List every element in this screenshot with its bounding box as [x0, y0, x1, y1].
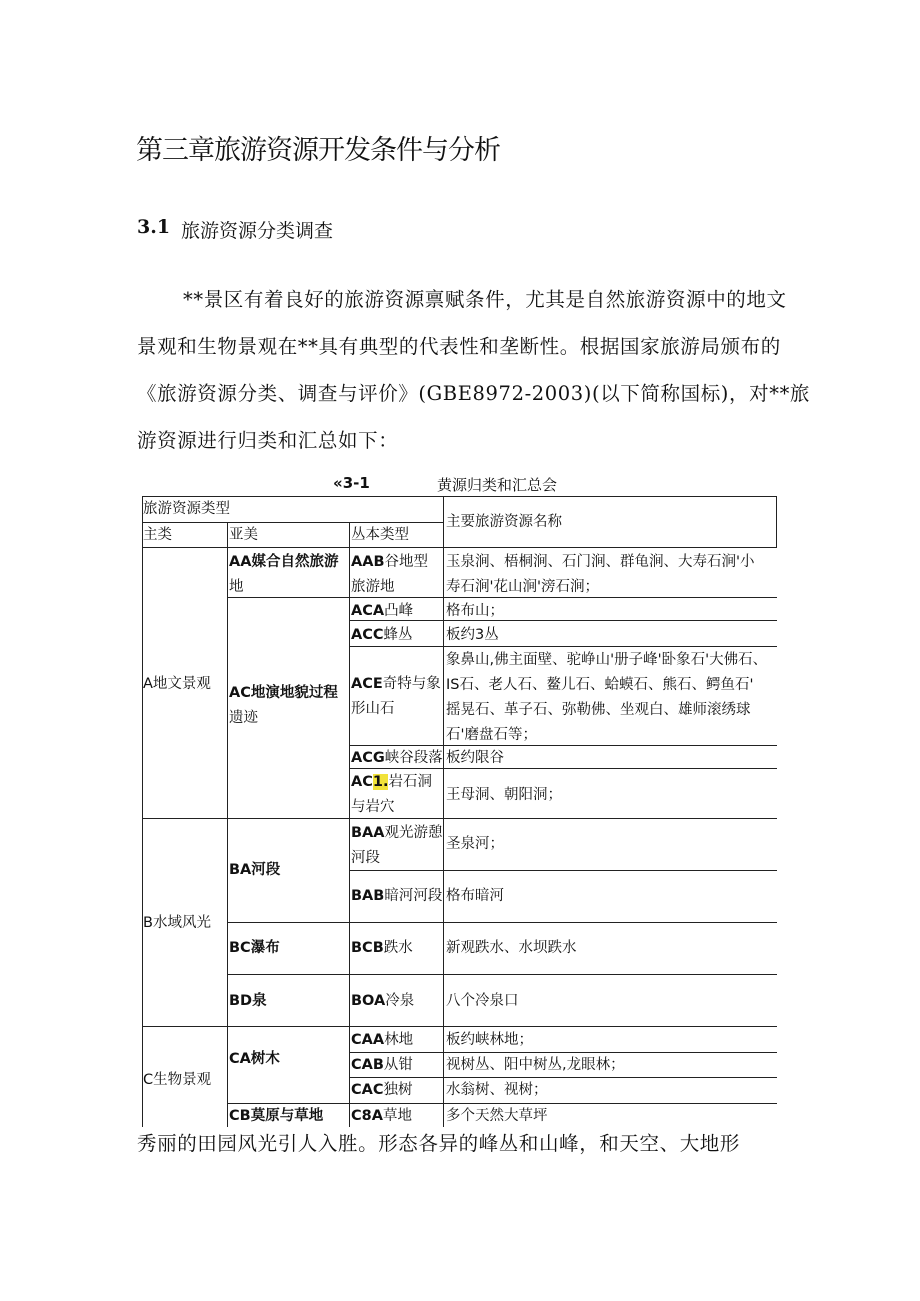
sub-type-cell: BC瀑布: [229, 940, 280, 956]
table-header-main-type: 主类: [143, 527, 172, 543]
resource-names-cell: 象鼻山,佛主面壁、驼峥山'册子峰'卧象石'大佛石、 IS石、老人石、鳌儿石、蛤蟆石、熊石、鳄鱼石' 摇晃石、革子石、弥勒佛、坐观白、雄师滚绣球 石'磨盘石等；: [446, 652, 768, 743]
main-type-cell: C生物景观: [143, 1072, 212, 1088]
table-row-divider: [142, 818, 777, 819]
resource-names-cell: 板约限谷: [446, 750, 504, 766]
resource-names-cell: 王母洞、朝阳洞；: [446, 787, 562, 803]
table-row-divider: [142, 1026, 777, 1027]
table-header-resource-names: 主要旅游资源名称: [446, 514, 562, 530]
resource-names-cell: 格布山；: [446, 603, 504, 619]
basic-type-cell: BAB暗河河段: [351, 888, 443, 904]
table-header-sub-type: 亚美: [229, 527, 258, 543]
table-column-divider: [227, 522, 228, 1127]
resource-names-cell: 玉泉涧、梧桐涧、石门涧、群龟涧、大寿石涧'小 寿石涧'花山涧'滂石涧；: [446, 554, 755, 595]
basic-type-cell: BCB跌水: [351, 940, 413, 956]
sub-type-cell: CB莫原与草地: [229, 1108, 324, 1124]
table-border-left: [142, 496, 143, 1127]
chapter-title: 第三章旅游资源开发条件与分析: [136, 135, 500, 166]
table-row-divider: [228, 974, 777, 975]
paragraph-line: 游资源进行归类和汇总如下：: [137, 429, 399, 452]
basic-type-cell: AAB谷地型 旅游地: [351, 554, 428, 595]
basic-type-cell: AC1.岩石洞 与岩穴: [351, 774, 432, 815]
table-header-basic-type: 丛本类型: [351, 527, 409, 543]
sub-type-cell: BA河段: [229, 862, 281, 878]
resource-names-cell: 板约峡林地；: [446, 1032, 533, 1048]
paragraph-line: 秀丽的田园风光引人入胜。形态各异的峰丛和山峰，和天空、大地形: [137, 1132, 741, 1155]
main-type-cell: A地文景观: [143, 676, 211, 692]
section-title: 旅游资源分类调查: [181, 220, 334, 242]
resource-names-cell: 视树丛、阳中树丛,龙眼林；: [446, 1057, 625, 1073]
table-caption-text: 黄源归类和汇总会: [437, 476, 558, 494]
basic-type-cell: BAA观光游憩 河段: [351, 825, 443, 866]
basic-type-cell: ACA凸峰: [351, 603, 414, 619]
table-border-top: [142, 496, 777, 497]
main-type-cell: B水域风光: [143, 915, 211, 931]
basic-type-cell: ACE奇特与象 形山石: [351, 676, 441, 717]
table-column-divider: [349, 522, 350, 1127]
paragraph-line: 景观和生物景观在**具有典型的代表性和垄断性。根据国家旅游局颁布的: [137, 335, 781, 358]
basic-type-cell: ACG峡谷段落: [351, 750, 443, 766]
basic-type-cell: ACC蜂丛: [351, 627, 413, 643]
resource-names-cell: 八个冷泉口: [446, 993, 519, 1009]
sub-type-cell: BD泉: [229, 993, 267, 1009]
paragraph-line: **景区有着良好的旅游资源禀赋条件，尤其是自然旅游资源中的地文: [183, 288, 787, 311]
sub-type-cell: AA媒合自然旅游 地: [229, 554, 339, 595]
sub-type-cell: AC地演地貌过程 遗迹: [229, 685, 338, 726]
resource-names-cell: 多个天然大草坪: [446, 1108, 548, 1124]
table-row-divider: [228, 922, 777, 923]
table-caption-number: «3-1: [333, 474, 370, 492]
resource-names-cell: 新观跌水、水坝跌水: [446, 940, 577, 956]
resource-names-cell: 圣泉河；: [446, 836, 504, 852]
resource-names-cell: 水翁树、视树；: [446, 1082, 548, 1098]
basic-type-cell: CAA林地: [351, 1032, 414, 1048]
basic-type-cell: CAC独树: [351, 1082, 413, 1098]
table-row-divider: [350, 646, 777, 647]
basic-type-cell: BOA冷泉: [351, 993, 415, 1009]
table-row-divider: [350, 620, 777, 621]
table-border-right: [776, 496, 777, 547]
resource-names-cell: 板约3丛: [446, 627, 499, 643]
basic-type-cell: CAB从钳: [351, 1057, 413, 1073]
table-header-group: 旅游资源类型: [143, 501, 230, 517]
sub-type-cell: CA树木: [229, 1051, 280, 1067]
section-number: 3.1: [137, 216, 171, 238]
paragraph-line: 《旅游资源分类、调查与评价》(GBE8972-2003)(以下简称国标)，对**旅: [137, 382, 811, 405]
basic-type-cell: C8A草地: [351, 1108, 412, 1124]
resource-names-cell: 格布暗河: [446, 888, 504, 904]
table-column-divider: [443, 496, 444, 1127]
